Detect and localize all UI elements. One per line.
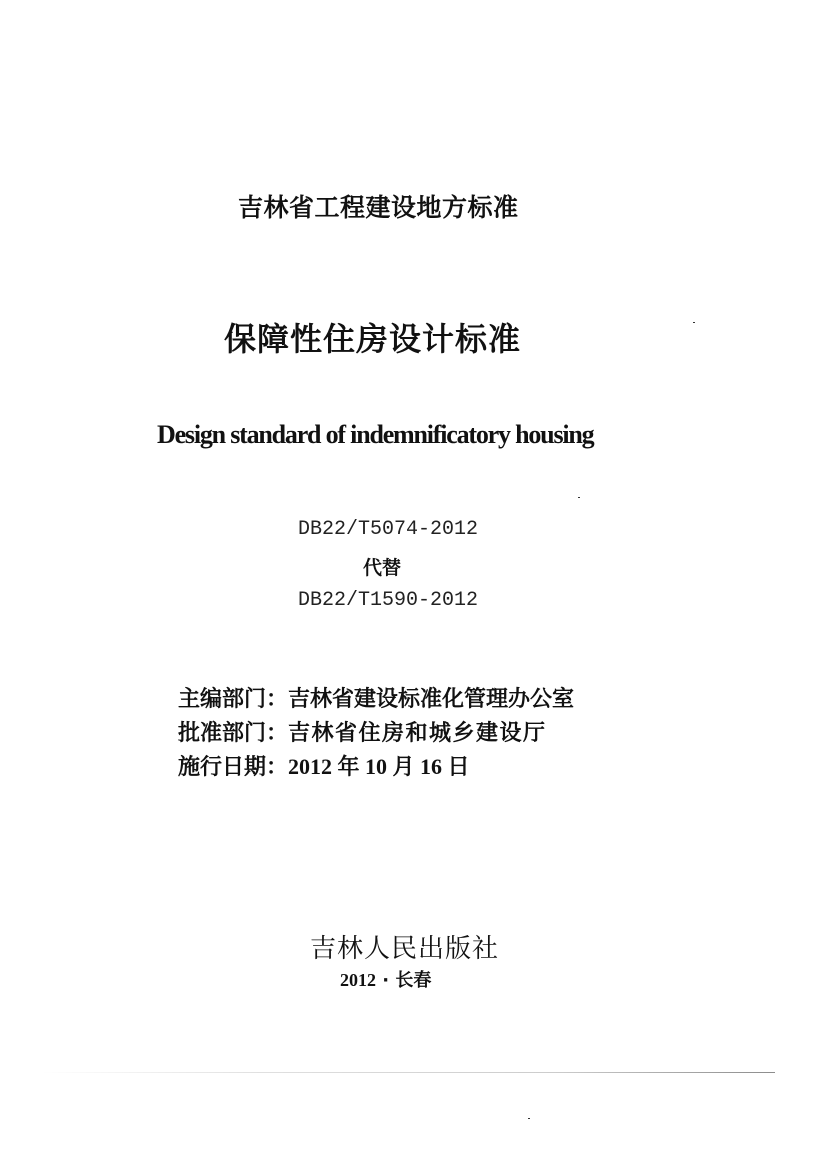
scan-speck xyxy=(693,322,695,323)
effective-date-value: 2012 年 10 月 16 日 xyxy=(288,754,470,779)
approval-department-label: 批准部门： xyxy=(178,721,289,746)
chief-editor-line xyxy=(178,682,574,713)
effective-date-line xyxy=(178,750,470,781)
chief-editor-value: 吉林省建设标准化管理办公室 xyxy=(288,687,575,712)
scan-speck xyxy=(528,1118,530,1119)
publication-separator: · xyxy=(382,970,390,991)
scan-speck xyxy=(578,497,580,498)
document-title: 保障性住房设计标准 xyxy=(224,320,522,358)
approval-department-value: 吉林省住房和城乡建设厅 xyxy=(288,721,547,746)
chief-editor-label: 主编部门： xyxy=(178,687,289,712)
publisher-name: 吉林人民出版社 xyxy=(310,934,500,964)
publication-place xyxy=(340,966,431,992)
publication-city: 长春 xyxy=(395,970,432,991)
publication-year: 2012 xyxy=(340,970,376,990)
document-title-english: Design standard of indemnificatory housing xyxy=(157,420,594,449)
standard-code: DB22/T5074-2012 xyxy=(298,518,479,541)
scan-artifact-line xyxy=(40,1072,775,1073)
replaced-standard-code: DB22/T1590-2012 xyxy=(298,589,479,612)
approval-department-line xyxy=(178,716,547,747)
effective-date-label: 施行日期： xyxy=(178,755,289,780)
replaces-label: 代替 xyxy=(363,557,402,579)
standard-series-title: 吉林省工程建设地方标准 xyxy=(238,193,519,222)
